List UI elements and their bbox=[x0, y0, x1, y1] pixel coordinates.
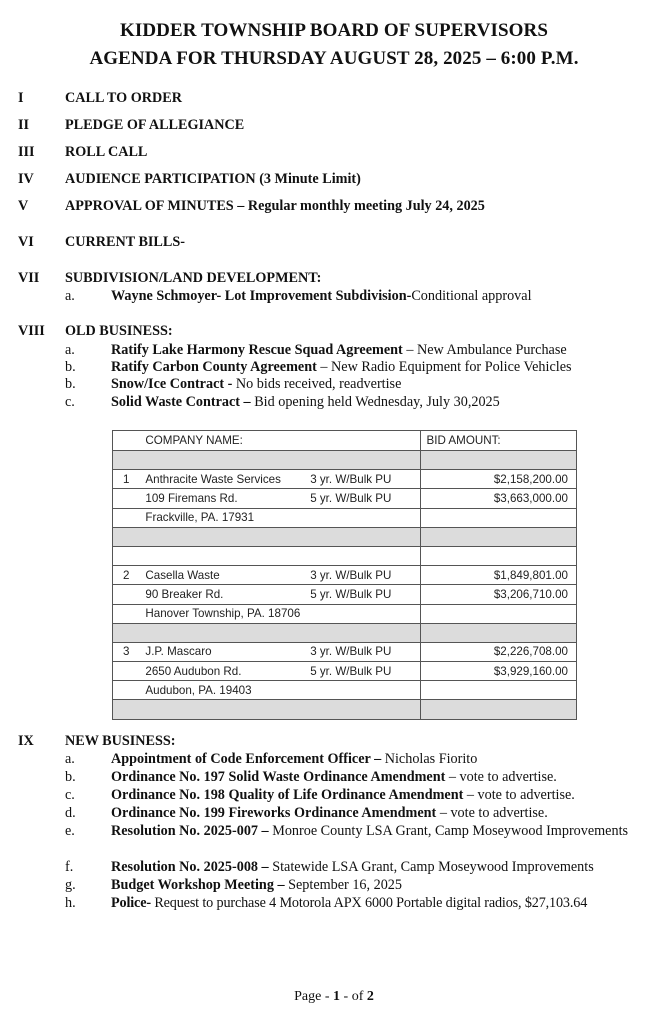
item-bold: Budget Workshop Meeting – bbox=[111, 877, 285, 893]
item-letter: b. bbox=[65, 359, 76, 375]
item-letter: a. bbox=[65, 342, 75, 358]
item-text bbox=[111, 805, 656, 822]
bidder-city: Frackville, PA. 17931 bbox=[139, 508, 420, 527]
item-text bbox=[111, 288, 656, 305]
table-row bbox=[113, 604, 577, 623]
item-text bbox=[111, 895, 656, 912]
item-bold: Ratify Carbon County Agreement bbox=[111, 359, 317, 375]
table-row bbox=[113, 585, 577, 604]
item-letter: a. bbox=[65, 751, 75, 767]
section-heading: PLEDGE OF ALLEGIANCE bbox=[65, 117, 245, 133]
section-vii bbox=[0, 270, 668, 288]
item-rest: – New Radio Equipment for Police Vehicles bbox=[316, 359, 572, 375]
section-i bbox=[0, 90, 668, 108]
bid-option: 3 yr. W/Bulk PU bbox=[306, 566, 420, 585]
section-number: V bbox=[18, 198, 29, 214]
section-number: VI bbox=[18, 234, 34, 250]
table-row bbox=[113, 662, 577, 681]
table-row bbox=[113, 681, 577, 700]
item-text bbox=[111, 823, 631, 840]
table-row bbox=[113, 566, 577, 585]
table-row bbox=[113, 470, 577, 489]
section-vi bbox=[0, 234, 668, 252]
section-v bbox=[0, 198, 668, 216]
item-bold: Snow/Ice Contract - bbox=[111, 376, 233, 392]
section-heading: APPROVAL OF MINUTES – Regular monthly meeting July 24, 2025 bbox=[65, 198, 485, 214]
bid-amount: $1,849,801.00 bbox=[420, 566, 576, 585]
bidder-city: Audubon, PA. 19403 bbox=[139, 681, 420, 700]
bid-amount-header: BID AMOUNT: bbox=[420, 431, 576, 451]
table-row bbox=[113, 546, 577, 565]
bidder-city: Hanover Township, PA. 18706 bbox=[139, 604, 420, 623]
item-letter: c. bbox=[65, 787, 75, 803]
page-number-footer bbox=[0, 989, 668, 1005]
section-viii bbox=[0, 323, 668, 341]
item-text bbox=[111, 394, 656, 411]
bid-option: 5 yr. W/Bulk PU bbox=[306, 585, 420, 604]
item-bold: Ordinance No. 198 Quality of Life Ordinance Amendment bbox=[111, 787, 464, 803]
section-heading: OLD BUSINESS: bbox=[65, 323, 173, 339]
item-rest: – vote to advertise. bbox=[445, 769, 557, 785]
item-rest: Request to purchase 4 Motorola APX 6000 Portable digital radios, $27,103.64 bbox=[150, 895, 588, 911]
item-rest: No bids received, readvertise bbox=[232, 376, 402, 392]
table-row bbox=[113, 508, 577, 527]
item-bold: Appointment of Code Enforcement Officer – bbox=[111, 751, 382, 767]
bidder-number: 3 bbox=[113, 642, 140, 661]
table-row bbox=[113, 489, 577, 508]
table-separator-row bbox=[113, 623, 577, 642]
bidder-street: 2650 Audubon Rd. bbox=[139, 662, 306, 681]
item-letter: f. bbox=[65, 859, 74, 875]
item-rest: Bid opening held Wednesday, July 30,2025 bbox=[250, 394, 500, 410]
section-ix bbox=[0, 733, 668, 751]
footer-of: - of bbox=[343, 989, 364, 1004]
section-number: VIII bbox=[18, 323, 45, 339]
bidder-number: 2 bbox=[113, 566, 140, 585]
bid-amount: $2,158,200.00 bbox=[420, 470, 576, 489]
section-heading: AUDIENCE PARTICIPATION (3 Minute Limit) bbox=[65, 171, 361, 187]
item-rest: Statewide LSA Grant, Camp Moseywood Improvements bbox=[268, 859, 594, 875]
item-letter: e. bbox=[65, 823, 75, 839]
item-bold: Solid Waste Contract – bbox=[111, 394, 251, 410]
section-heading: CURRENT BILLS- bbox=[65, 234, 185, 250]
item-letter: c. bbox=[65, 394, 75, 410]
section-heading: ROLL CALL bbox=[65, 144, 148, 160]
bid-table bbox=[112, 430, 577, 720]
item-bold: Ordinance No. 197 Solid Waste Ordinance Amendment bbox=[111, 769, 446, 785]
item-text bbox=[111, 787, 656, 804]
bidder-name: Anthracite Waste Services bbox=[139, 470, 306, 489]
item-text bbox=[111, 751, 656, 768]
footer-total: 2 bbox=[366, 989, 374, 1004]
bid-amount: $3,206,710.00 bbox=[420, 585, 576, 604]
section-ii bbox=[0, 117, 668, 135]
item-letter: h. bbox=[65, 895, 76, 911]
item-letter: a. bbox=[65, 288, 75, 304]
item-bold: Resolution No. 2025-008 – bbox=[111, 859, 269, 875]
item-bold: Police- bbox=[111, 895, 151, 911]
item-rest: – vote to advertise. bbox=[436, 805, 548, 821]
bid-amount: $2,226,708.00 bbox=[420, 642, 576, 661]
bid-option: 3 yr. W/Bulk PU bbox=[306, 642, 420, 661]
item-text bbox=[111, 359, 656, 376]
item-rest: September 16, 2025 bbox=[284, 877, 402, 893]
item-text bbox=[111, 877, 656, 894]
bidder-number: 1 bbox=[113, 470, 140, 489]
bid-option: 5 yr. W/Bulk PU bbox=[306, 662, 420, 681]
table-separator-row bbox=[113, 527, 577, 546]
item-bold: Ratify Lake Harmony Rescue Squad Agreement bbox=[111, 342, 403, 358]
table-cell bbox=[113, 431, 140, 451]
bid-option: 5 yr. W/Bulk PU bbox=[306, 489, 420, 508]
item-bold: Ordinance No. 199 Fireworks Ordinance Amendment bbox=[111, 805, 437, 821]
item-rest: Monroe County LSA Grant, Camp Moseywood Improvements bbox=[268, 823, 629, 839]
section-number: IX bbox=[18, 733, 34, 749]
bidder-name: J.P. Mascaro bbox=[139, 642, 306, 661]
agenda-title-line1: KIDDER TOWNSHIP BOARD OF SUPERVISORS bbox=[119, 20, 549, 41]
item-rest: Nicholas Fiorito bbox=[381, 751, 478, 767]
section-iii bbox=[0, 144, 668, 162]
item-bold: Wayne Schmoyer- Lot Improvement Subdivision- bbox=[111, 288, 412, 304]
section-number: II bbox=[18, 117, 30, 133]
bid-amount: $3,663,000.00 bbox=[420, 489, 576, 508]
section-heading: SUBDIVISION/LAND DEVELOPMENT: bbox=[65, 270, 322, 286]
item-rest: – New Ambulance Purchase bbox=[402, 342, 567, 358]
item-letter: b. bbox=[65, 769, 76, 785]
item-text bbox=[111, 769, 656, 786]
item-letter: g. bbox=[65, 877, 76, 893]
section-heading: CALL TO ORDER bbox=[65, 90, 182, 106]
item-text bbox=[111, 859, 656, 876]
item-letter: d. bbox=[65, 805, 76, 821]
section-number: III bbox=[18, 144, 35, 160]
item-rest: – vote to advertise. bbox=[463, 787, 575, 803]
section-number: VII bbox=[18, 270, 40, 286]
footer-page: 1 bbox=[333, 989, 341, 1004]
table-header-row bbox=[113, 431, 577, 451]
item-text bbox=[111, 342, 656, 359]
item-bold: Resolution No. 2025-007 – bbox=[111, 823, 269, 839]
bid-amount: $3,929,160.00 bbox=[420, 662, 576, 681]
item-letter: b. bbox=[65, 376, 76, 392]
item-rest: Conditional approval bbox=[411, 288, 532, 304]
agenda-title-line2: AGENDA FOR THURSDAY AUGUST 28, 2025 – 6:00 P.M. bbox=[89, 48, 579, 69]
company-name-header: COMPANY NAME: bbox=[139, 431, 420, 451]
section-number: I bbox=[18, 90, 24, 106]
section-heading: NEW BUSINESS: bbox=[65, 733, 176, 749]
section-iv bbox=[0, 171, 668, 189]
section-number: IV bbox=[18, 171, 34, 187]
bidder-name: Casella Waste bbox=[139, 566, 306, 585]
bidder-street: 90 Breaker Rd. bbox=[139, 585, 306, 604]
item-text bbox=[111, 376, 656, 393]
table-row bbox=[113, 642, 577, 661]
table-separator-row bbox=[113, 451, 577, 470]
footer-prefix: Page - bbox=[294, 989, 330, 1004]
table-separator-row bbox=[113, 700, 577, 719]
bidder-street: 109 Firemans Rd. bbox=[139, 489, 306, 508]
bid-option: 3 yr. W/Bulk PU bbox=[306, 470, 420, 489]
